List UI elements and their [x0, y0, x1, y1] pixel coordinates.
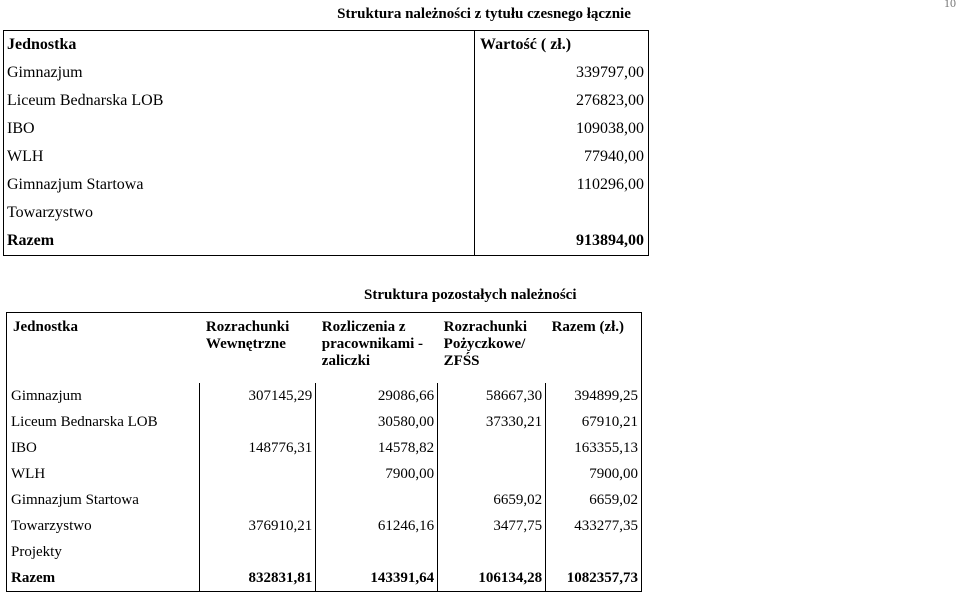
employees-cell: 61246,16	[316, 513, 438, 539]
total-loans: 106134,28	[438, 565, 546, 592]
table-row	[4, 115, 649, 143]
internal-cell	[200, 487, 316, 513]
unit-cell: Gimnazjum	[11, 387, 82, 404]
loans-cell: 58667,30	[438, 383, 546, 409]
total-employees: 143391,64	[316, 565, 438, 592]
table-header-row	[4, 31, 649, 60]
tuition-receivables-table	[3, 30, 649, 256]
table-row	[4, 87, 649, 115]
table-row	[7, 539, 642, 565]
table-row	[4, 171, 649, 199]
total-internal: 832831,81	[200, 565, 316, 592]
header-employees: Rozliczenia z pracownikami - zaliczki	[321, 319, 424, 369]
table-row	[7, 513, 642, 539]
total-row	[4, 227, 649, 256]
receivables-tuition-title: Struktura należności z tytułu czesnego łącznie	[337, 6, 631, 22]
internal-cell	[200, 409, 316, 435]
employees-cell: 30580,00	[316, 409, 438, 435]
row-total-cell	[546, 539, 642, 565]
loans-cell: 3477,75	[438, 513, 546, 539]
row-total-cell: 163355,13	[546, 435, 642, 461]
unit-cell: Gimnazjum Startowa	[7, 176, 144, 193]
table-row	[7, 461, 642, 487]
value-cell: 77940,00	[475, 143, 649, 171]
row-total-cell: 6659,02	[546, 487, 642, 513]
unit-cell: WLH	[7, 148, 44, 165]
unit-cell: Gimnazjum	[7, 64, 83, 81]
header-unit: Jednostka	[13, 319, 79, 335]
table-row	[4, 199, 649, 227]
unit-cell: IBO	[7, 120, 35, 137]
other-receivables-title: Struktura pozostałych należności	[364, 287, 577, 303]
row-total-cell: 67910,21	[546, 409, 642, 435]
unit-cell: IBO	[11, 439, 37, 456]
header-unit: Jednostka	[7, 36, 77, 53]
unit-cell: Liceum Bednarska LOB	[11, 413, 158, 430]
unit-cell: WLH	[11, 465, 46, 482]
unit-cell: Gimnazjum Startowa	[11, 491, 139, 508]
row-total-cell: 394899,25	[546, 383, 642, 409]
total-value: 913894,00	[475, 227, 649, 256]
employees-cell: 29086,66	[316, 383, 438, 409]
employees-cell	[316, 487, 438, 513]
unit-cell: Towarzystwo	[11, 517, 92, 534]
employees-cell	[316, 539, 438, 565]
internal-cell	[200, 461, 316, 487]
header-internal: Rozrachunki Wewnętrzne	[205, 319, 290, 352]
loans-cell	[438, 539, 546, 565]
value-cell: 276823,00	[475, 87, 649, 115]
table-row	[4, 143, 649, 171]
table-row	[4, 59, 649, 87]
loans-cell	[438, 435, 546, 461]
internal-cell	[200, 539, 316, 565]
unit-cell: Liceum Bednarska LOB	[7, 92, 164, 109]
loans-cell: 37330,21	[438, 409, 546, 435]
table-row	[7, 383, 642, 409]
value-cell: 339797,00	[475, 59, 649, 87]
table-row	[7, 409, 642, 435]
total-label: Razem	[11, 569, 56, 586]
row-total-cell: 433277,35	[546, 513, 642, 539]
loans-cell: 6659,02	[438, 487, 546, 513]
table-row	[7, 435, 642, 461]
total-label: Razem	[7, 232, 55, 249]
employees-cell: 7900,00	[316, 461, 438, 487]
page-number: 10	[944, 0, 956, 10]
loans-cell	[438, 461, 546, 487]
total-row	[7, 565, 642, 592]
grand-total: 1082357,73	[546, 565, 642, 592]
header-total: Razem (zł.)	[551, 319, 625, 335]
header-value: Wartość ( zł.)	[475, 31, 649, 60]
internal-cell: 376910,21	[200, 513, 316, 539]
internal-cell: 148776,31	[200, 435, 316, 461]
internal-cell: 307145,29	[200, 383, 316, 409]
table-header-row	[7, 313, 642, 384]
header-loans: Rozrachunki Pożyczkowe/ ZFŚS	[443, 319, 527, 369]
other-receivables-table	[6, 312, 642, 592]
table-row	[7, 487, 642, 513]
row-total-cell: 7900,00	[546, 461, 642, 487]
value-cell: 109038,00	[475, 115, 649, 143]
value-cell: 110296,00	[475, 171, 649, 199]
value-cell	[475, 199, 649, 227]
unit-cell: Towarzystwo	[7, 204, 93, 221]
employees-cell: 14578,82	[316, 435, 438, 461]
unit-cell: Projekty	[11, 543, 62, 560]
